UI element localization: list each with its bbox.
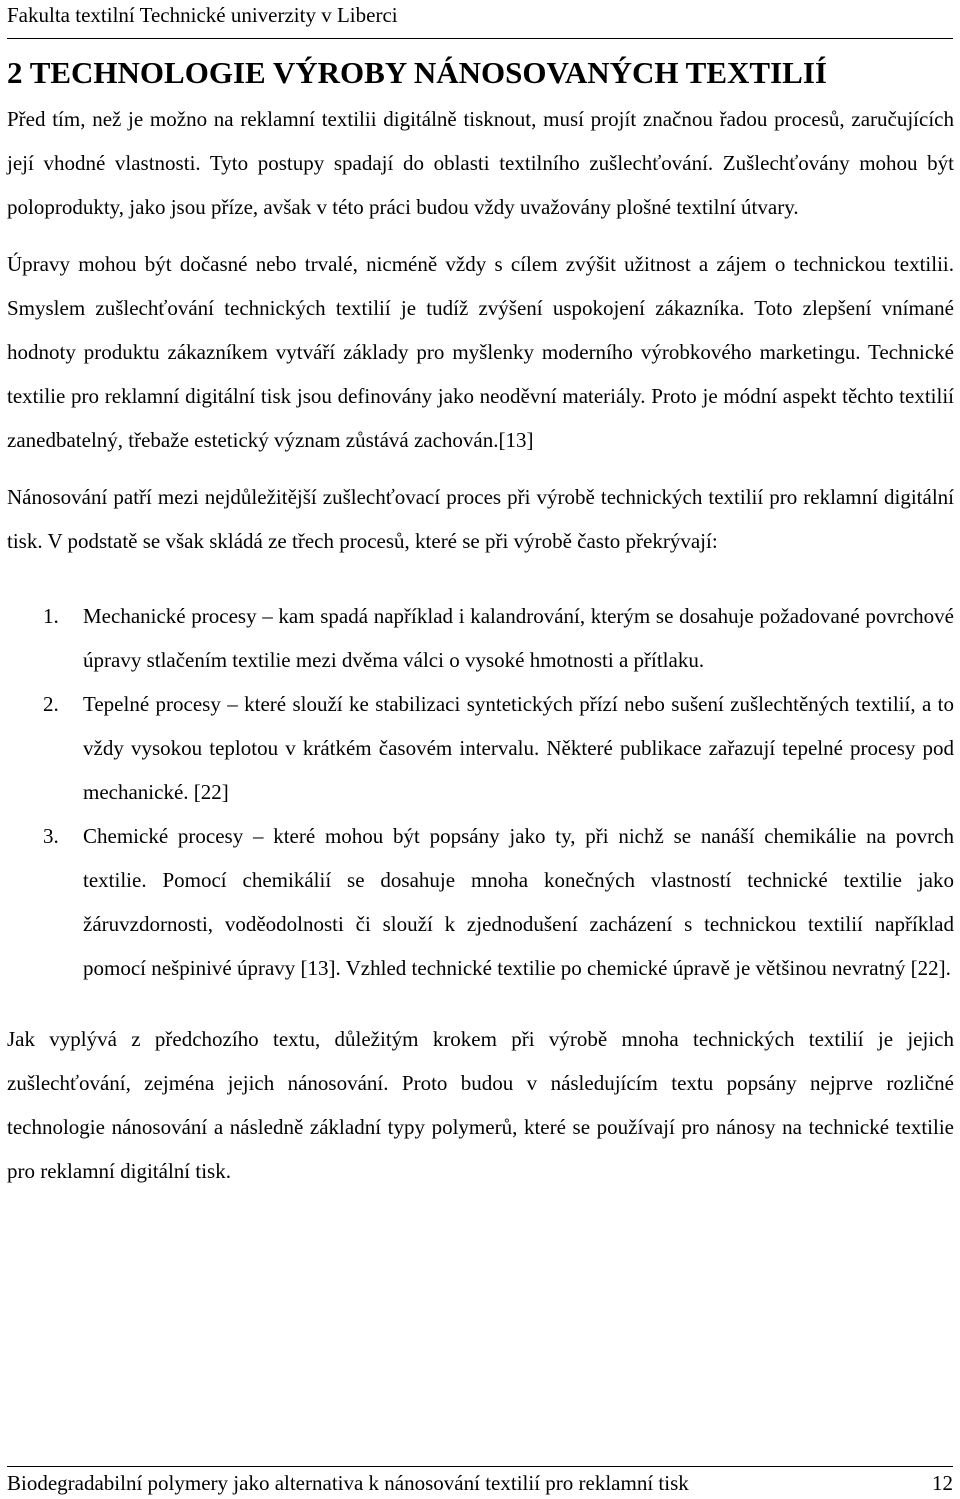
footer-thesis-title: Biodegradabilní polymery jako alternativa k nánosování textilií pro reklamní tisk (7, 1471, 689, 1495)
list-item-number: 3. (43, 824, 59, 848)
header-institution: Fakulta textilní Technické univerzity v Liberci (7, 3, 398, 27)
page-number: 12 (932, 1471, 953, 1495)
document-body (7, 97, 954, 1206)
list-item-number: 2. (43, 692, 59, 716)
paragraph-conclusion: Jak vyplývá z předchozího textu, důležitým krokem při výrobě mnoha technických textilií je jejich zušlechťování, zejména jejich nánosování. Proto budou v následujícím textu popsány nejprve rozličné technologie nánosování a následně základní typy polymerů, které se používají pro nánosy na technické textilie pro reklamní digitální tisk. (7, 1027, 954, 1183)
list-item-text: Mechanické procesy – kam spadá například i kalandrování, kterým se dosahuje požadované povrchové úpravy stlačením textilie mezi dvěma válci o vysoké hmotnosti a přítlaku. (83, 604, 954, 672)
chapter-title: 2 TECHNOLOGIE VÝROBY NÁNOSOVANÝCH TEXTILIÍ (7, 55, 827, 90)
list-item-chemical (7, 814, 954, 990)
page-footer (7, 1466, 953, 1499)
paragraph-coating-overview: Nánosování patří mezi nejdůležitější zušlechťovací proces při výrobě technických textilií pro reklamní digitální tisk. V podstatě se však skládá ze třech procesů, které se při výrobě často překrývají: (7, 485, 954, 553)
list-item-thermal (7, 682, 954, 814)
process-list (7, 594, 954, 990)
list-item-number: 1. (43, 604, 59, 628)
page-header (7, 0, 953, 39)
paragraph-intro: Před tím, než je možno na reklamní textilii digitálně tisknout, musí projít značnou řadou procesů, zaručujících její vhodné vlastnosti. Tyto postupy spadají do oblasti textilního zušlechťování. Zušlechťovány mohou být poloprodukty, jako jsou příze, avšak v této práci budou vždy uvažovány plošné textilní útvary. (7, 107, 954, 219)
paragraph-treatments: Úpravy mohou být dočasné nebo trvalé, nicméně vždy s cílem zvýšit užitnost a zájem o technickou textilii. Smyslem zušlechťování technických textilií je tudíž zvýšení uspokojení zákazníka. Toto zlepšení vnímané hodnoty produktu zákazníkem vytváří základy pro myšlenky moderního výrobkového marketingu. Technické textilie pro reklamní digitální tisk jsou definovány jako neoděvní materiály. Proto je módní aspekt těchto textilií zanedbatelný, třebaže estetický význam zůstává zachován.[13] (7, 252, 954, 452)
list-item-text: Tepelné procesy – které slouží ke stabilizaci syntetických přízí nebo sušení zušlechtěných textilií, a to vždy vysokou teplotou v krátkém časovém intervalu. Některé publikace zařazují tepelné procesy pod mechanické. [22] (83, 692, 954, 804)
list-item-mechanical (7, 594, 954, 682)
list-item-text: Chemické procesy – které mohou být popsány jako ty, při nichž se nanáší chemikálie na povrch textilie. Pomocí chemikálií se dosahuje mnoha konečných vlastností technické textilie jako žáruvzdornosti, voděodolnosti či slouží k zjednodušení zacházení s technickou textilií například pomocí nešpinivé úpravy [13]. Vzhled technické textilie po chemické úpravě je většinou nevratný [22]. (83, 824, 954, 980)
